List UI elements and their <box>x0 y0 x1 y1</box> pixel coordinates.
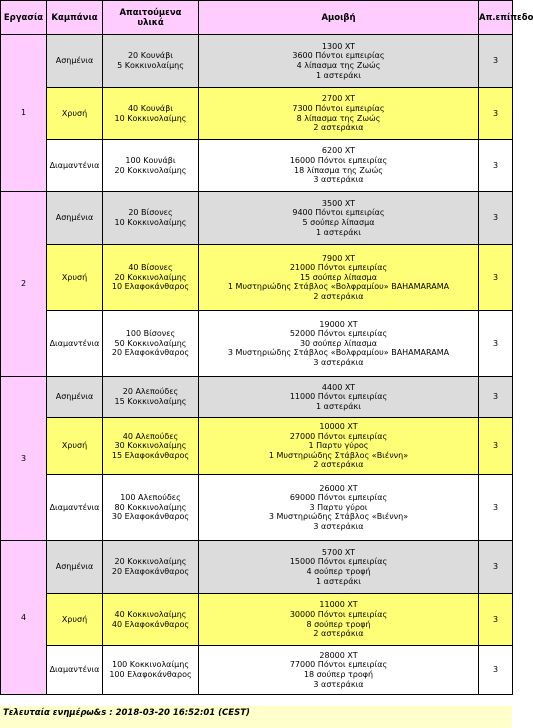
reward-line: 2 αστεράκια <box>313 629 364 639</box>
reward-line: 7900 XT <box>321 253 356 263</box>
reward-cell <box>199 377 479 418</box>
campaign-cell: Διαμαντένια <box>47 475 103 541</box>
reward-line: 30 σούπερ λίπασμα <box>299 338 378 348</box>
materials-cell <box>103 594 199 646</box>
campaign-cell: Χρυσή <box>47 245 103 311</box>
reward-cell <box>199 311 479 377</box>
material-line: 20 Αλεπούδες <box>122 387 179 397</box>
level-cell: 3 <box>479 646 513 695</box>
reward-cell <box>199 192 479 245</box>
material-line: 15 Ελαφοκάνθαρος <box>111 450 190 460</box>
reward-line: 28000 XT <box>319 650 358 660</box>
material-line: 40 Αλεπούδες <box>122 431 179 441</box>
reward-line: 8 λίπασμα της Ζωώς <box>296 113 381 123</box>
material-line: 10 Κοκκινολαίμης <box>114 113 187 123</box>
reward-line: 3600 Πόντοι εμπειρίας <box>292 51 385 61</box>
table-row <box>1 140 513 192</box>
level-cell: 3 <box>479 377 513 418</box>
task-number: 2 <box>1 192 47 377</box>
reward-line: 11000 XT <box>319 600 358 610</box>
material-line: 100 Ελαφοκάνθαρος <box>109 670 192 679</box>
header-materials: Απαιτούμενα υλικά <box>103 1 199 35</box>
materials-cell <box>103 192 199 245</box>
material-line: 30 Ελαφοκάνθαρος <box>111 512 190 522</box>
reward-line: 15 σούπερ λίπασμα <box>299 272 378 282</box>
quest-body <box>1 35 513 695</box>
reward-line: 69000 Πόντοι εμπειρίας <box>289 493 388 503</box>
table-row <box>1 418 513 475</box>
campaign-cell: Διαμαντένια <box>47 311 103 377</box>
material-line: 5 Κοκκινολαίμης <box>117 61 184 70</box>
reward-line: 1 αστεράκι <box>316 401 361 411</box>
table-row <box>1 192 513 245</box>
table-row <box>1 541 513 594</box>
reward-line: 26000 XT <box>319 483 358 493</box>
level-cell: 3 <box>479 88 513 140</box>
table-row <box>1 35 513 88</box>
reward-line: 1 Παρτυ γύρος <box>308 441 369 451</box>
level-cell: 3 <box>479 594 513 646</box>
reward-cell <box>199 35 479 88</box>
reward-line: 1 αστεράκι <box>316 70 361 80</box>
task-number: 4 <box>1 541 47 695</box>
materials-cell <box>103 245 199 311</box>
material-line: 40 Κοκκινολαίμης <box>114 609 187 619</box>
reward-line: 3500 XT <box>321 198 356 208</box>
material-line: 10 Κοκκινολαίμης <box>114 218 187 227</box>
reward-line: 1 Μυστηριώδης Στάβλος «Βιέννη» <box>268 450 409 460</box>
table-row <box>1 594 513 646</box>
materials-cell <box>103 311 199 377</box>
reward-line: 3 αστεράκια <box>313 679 364 689</box>
reward-line: 1300 XT <box>321 41 356 51</box>
level-cell: 3 <box>479 541 513 594</box>
header-campaign: Καμπάνια <box>47 1 103 35</box>
campaign-cell: Ασημένια <box>47 541 103 594</box>
materials-cell <box>103 418 199 475</box>
reward-line: 3 αστεράκια <box>313 175 364 185</box>
materials-cell <box>103 377 199 418</box>
reward-line: 2 αστεράκια <box>313 123 364 133</box>
reward-line: 2700 XT <box>321 94 356 104</box>
material-line: 20 Βίσονες <box>128 208 173 218</box>
material-line: 80 Κοκκινολαίμης <box>114 502 187 512</box>
materials-cell <box>103 541 199 594</box>
reward-cell <box>199 646 479 695</box>
table-row <box>1 245 513 311</box>
material-line: 20 Κοκκινολαίμης <box>114 165 187 175</box>
materials-cell <box>103 475 199 541</box>
reward-line: 30000 Πόντοι εμπειρίας <box>289 609 388 619</box>
reward-line: 18 λίπασμα της Ζωώς <box>294 165 383 175</box>
campaign-cell: Χρυσή <box>47 88 103 140</box>
reward-line: 5 σούπερ λίπασμα <box>302 218 375 227</box>
task-number: 1 <box>1 35 47 192</box>
header-level: Απ.επίπεδο <box>479 1 513 35</box>
table-row <box>1 88 513 140</box>
reward-line: 5700 XT <box>321 547 356 557</box>
reward-line: 6200 XT <box>321 146 356 156</box>
reward-cell <box>199 594 479 646</box>
reward-line: 19000 XT <box>319 319 358 329</box>
material-line: 40 Βίσονες <box>128 263 173 273</box>
header-reward: Αμοιβή <box>199 1 479 35</box>
level-cell: 3 <box>479 418 513 475</box>
reward-line: 4400 XT <box>321 382 356 392</box>
materials-cell <box>103 646 199 695</box>
reward-line: 4 σούπερ τροφή <box>306 567 371 576</box>
materials-cell <box>103 88 199 140</box>
material-line: 20 Κοκκινολαίμης <box>114 557 187 567</box>
campaign-cell: Χρυσή <box>47 418 103 475</box>
reward-line: 16000 Πόντοι εμπειρίας <box>289 155 388 165</box>
campaign-cell: Διαμαντένια <box>47 140 103 192</box>
level-cell: 3 <box>479 245 513 311</box>
task-number: 3 <box>1 377 47 541</box>
reward-line: 9400 Πόντοι εμπειρίας <box>292 208 385 218</box>
reward-line: 3 Μυστηριώδης Στάβλος «Βολφραμίου» ΒΑΗΑΜΑRAΜΑ <box>227 348 450 358</box>
reward-line: 3 Μυστηριώδης Στάβλος «Βιέννη» <box>268 512 409 522</box>
campaign-cell: Ασημένια <box>47 192 103 245</box>
reward-cell <box>199 541 479 594</box>
level-cell: 3 <box>479 35 513 88</box>
last-updated: Τελευταία ενημέρω&s : 2018-03-20 16:52:01 (CEST) <box>0 706 512 728</box>
materials-cell <box>103 140 199 192</box>
material-line: 20 Κουνάβι <box>127 51 174 61</box>
reward-line: 3 αστεράκια <box>313 521 364 531</box>
reward-cell <box>199 475 479 541</box>
material-line: 30 Κοκκινολαίμης <box>114 441 187 451</box>
reward-line: 27000 Πόντοι εμπειρίας <box>289 431 388 441</box>
table-row <box>1 475 513 541</box>
material-line: 100 Κουνάβι <box>125 155 176 165</box>
reward-cell <box>199 88 479 140</box>
table-row <box>1 646 513 695</box>
reward-line: 11000 Πόντοι εμπειρίας <box>289 392 388 402</box>
reward-cell <box>199 140 479 192</box>
reward-cell <box>199 418 479 475</box>
material-line: 20 Κοκκινολαίμης <box>114 272 187 282</box>
material-line: 50 Κοκκινολαίμης <box>114 338 187 348</box>
level-cell: 3 <box>479 475 513 541</box>
materials-cell <box>103 35 199 88</box>
header-row <box>1 1 513 35</box>
table-row <box>1 311 513 377</box>
reward-line: 10000 XT <box>319 422 358 432</box>
reward-line: 7300 Πόντοι εμπειρίας <box>292 103 385 113</box>
reward-line: 21000 Πόντοι εμπειρίας <box>289 263 388 273</box>
reward-line: 18 σούπερ τροφή <box>303 670 374 679</box>
header-task: Εργασία <box>1 1 47 35</box>
material-line: 10 Ελαφοκάνθαρος <box>111 282 190 292</box>
reward-line: 1 Μυστηριώδης Στάβλος «Βολφραμίου» ΒΑΗΑΜΑRAΜΑ <box>227 282 450 292</box>
reward-line: 4 λίπασμα της Ζωώς <box>296 61 381 70</box>
reward-line: 52000 Πόντοι εμπειρίας <box>289 329 388 339</box>
level-cell: 3 <box>479 311 513 377</box>
material-line: 100 Αλεπούδες <box>120 493 181 503</box>
reward-line: 3 αστεράκια <box>313 357 364 367</box>
material-line: 100 Βίσονες <box>125 329 176 339</box>
reward-line: 2 αστεράκια <box>313 460 364 470</box>
material-line: 15 Κοκκινολαίμης <box>114 397 187 406</box>
material-line: 40 Ελαφοκάνθαρος <box>111 619 190 629</box>
campaign-cell: Ασημένια <box>47 35 103 88</box>
material-line: 40 Κουνάβι <box>127 103 174 113</box>
campaign-cell: Διαμαντένια <box>47 646 103 695</box>
reward-line: 15000 Πόντοι εμπειρίας <box>289 557 388 567</box>
level-cell: 3 <box>479 192 513 245</box>
reward-line: 8 σούπερ τροφή <box>306 619 371 629</box>
reward-cell <box>199 245 479 311</box>
campaign-cell: Ασημένια <box>47 377 103 418</box>
material-line: 20 Ελαφοκάνθαρος <box>111 567 190 576</box>
reward-line: 1 αστεράκι <box>316 227 361 237</box>
material-line: 100 Κοκκινολαίμης <box>111 660 190 670</box>
material-line: 20 Ελαφοκάνθαρος <box>111 348 190 358</box>
reward-line: 3 Παρτυ γύροι <box>309 502 368 512</box>
reward-line: 77000 Πόντοι εμπειρίας <box>289 660 388 670</box>
reward-line: 1 αστεράκι <box>316 576 361 586</box>
campaign-cell: Χρυσή <box>47 594 103 646</box>
level-cell: 3 <box>479 140 513 192</box>
table-row <box>1 377 513 418</box>
reward-line: 2 αστεράκια <box>313 291 364 301</box>
